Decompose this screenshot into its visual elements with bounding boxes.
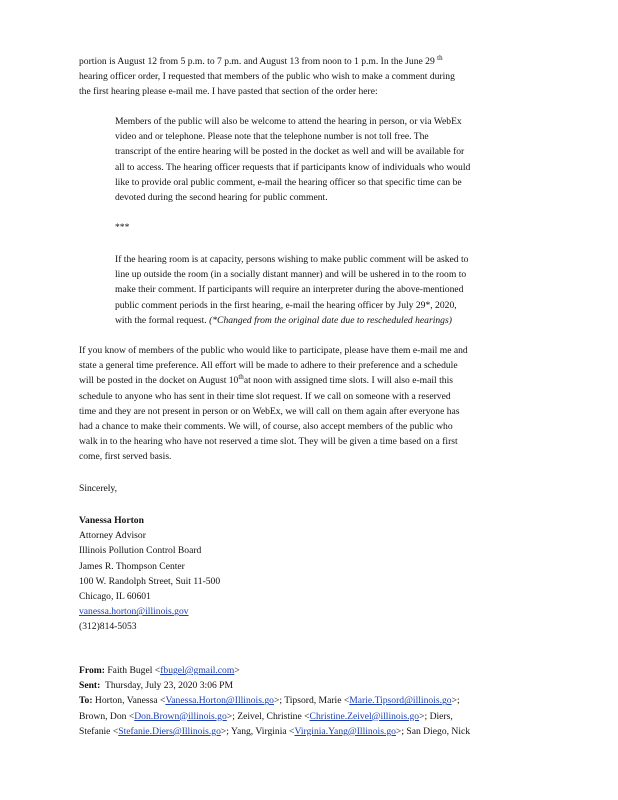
quote-line: video and or telephone. Please note that the telephone number is not toll free. The [115, 131, 429, 143]
separator: *** [115, 222, 130, 233]
to-row: To: Horton, Vanessa <Vanessa.Horton@Illinois.go>; Tipsord, Marie <Marie.Tipsord@illinois.go>; [79, 695, 460, 707]
signature-email-link[interactable]: vanessa.horton@illinois.gov [79, 606, 189, 618]
text-line: If you know of members of the public who would like to participate, please have them e-mail me and [79, 345, 468, 356]
signature-street: 100 W. Randolph Street, Suit 11-500 [79, 575, 221, 587]
text-line: state a general time preference. All effort will be made to adhere to their preference and a schedule [79, 360, 458, 372]
quote-line: all to access. The hearing officer requests that if participants know of individuals who would [115, 161, 471, 173]
from-email-link[interactable]: fbugel@gmail.com [160, 665, 235, 676]
text-line: come, first served basis. [79, 451, 172, 463]
quote-line: like to provide oral public comment, e-mail the hearing officer so that specific time can be [115, 176, 462, 188]
quote-line: public comment periods in the first hearing, e-mail the hearing officer by July 29*, 2020, [115, 299, 457, 311]
text-line: had a chance to make their comments. We will, of course, also accept members of the public who [79, 421, 453, 433]
quote-line: with the formal request. (*Changed from the original date due to rescheduled hearings) [115, 314, 452, 326]
quoted-order-block-2 [115, 252, 535, 328]
recipient-email-link[interactable]: Marie.Tipsord@illinois.go [349, 695, 452, 707]
signature-block [79, 513, 539, 635]
quote-line: Members of the public will also be welcome to attend the hearing in person, or via WebEx [115, 116, 462, 127]
recipient-email-link[interactable]: Stefanie.Diers@Illinois.go [118, 725, 221, 737]
signature-org: Illinois Pollution Control Board [79, 545, 202, 557]
intro-paragraph [79, 54, 539, 100]
text-line: will be posted in the docket on August 10that noon with assigned time slots. I will also e-mail this [79, 373, 453, 387]
closing: Sincerely, [79, 483, 118, 494]
recipient-email-link[interactable]: Vanessa.Horton@Illinois.go [165, 695, 274, 707]
quote-line: transcript of the entire hearing will be posted in the docket as well and will be available for [115, 146, 465, 158]
signature-phone: (312)814-5053 [79, 621, 137, 633]
text-line: hearing officer order, I requested that members of the public who wish to make a comment during [79, 71, 455, 83]
signature-building: James R. Thompson Center [79, 560, 185, 572]
signature-title: Attorney Advisor [79, 530, 146, 542]
to-row-continued: Stefanie <Stefanie.Diers@Illinois.go>; Yang, Virginia <Virginia.Yang@Illinois.go>; San Diego, Nick [79, 725, 471, 737]
text-line: time and they are not present in person or on WebEx, we will call on them again after everyone has [79, 405, 460, 417]
text-line: the first hearing please e-mail me. I have pasted that section of the order here: [79, 86, 378, 98]
italic-note: (*Changed from the original date due to rescheduled hearings) [209, 314, 452, 326]
signature-name: Vanessa Horton [79, 515, 144, 526]
participation-paragraph [79, 343, 539, 465]
from-row: From: Faith Bugel <fbugel@gmail.com> [79, 665, 240, 676]
recipient-email-link[interactable]: Virginia.Yang@Illinois.go [294, 725, 396, 737]
quote-line: If the hearing room is at capacity, persons wishing to make public comment will be asked to [115, 254, 469, 265]
forwarded-email-header [79, 663, 549, 739]
quote-line: devoted during the second hearing for public comment. [115, 192, 328, 204]
recipient-email-link[interactable]: Don.Brown@illinois.go [134, 710, 227, 722]
text-line: walk in to the hearing who have not reserved a time slot. They will be given a time based on a first [79, 436, 458, 448]
text-line: schedule to anyone who has sent in their time slot request. If we call on someone with a reserved [79, 390, 451, 402]
to-row-continued: Brown, Don <Don.Brown@illinois.go>; Zeivel, Christine <Christine.Zeivel@illinois.go>; Diers, [79, 710, 453, 722]
quote-line: line up outside the room (in a socially distant manner) and will be ushered in to the room to [115, 269, 467, 281]
text-line: portion is August 12 from 5 p.m. to 7 p.m. and August 13 from noon to 1 p.m. In the June 29 $^{th}$ [79, 53, 443, 67]
recipient-email-link[interactable]: Christine.Zeivel@illinois.go [309, 710, 420, 722]
quoted-order-block-1 [115, 114, 535, 205]
signature-city: Chicago, IL 60601 [79, 591, 151, 603]
sent-row: Sent: Thursday, July 23, 2020 3:06 PM [79, 680, 234, 692]
quote-line: make their comment. If participants will require an interpreter during the above-mentioned [115, 284, 464, 296]
